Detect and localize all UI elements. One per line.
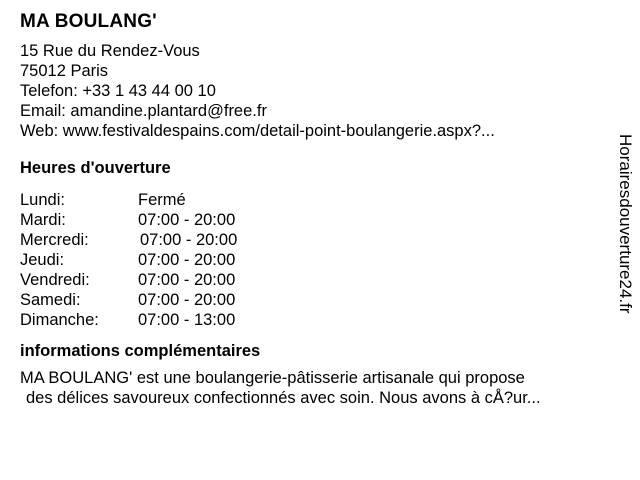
address-city: 75012 Paris bbox=[20, 62, 109, 80]
hours-day: Dimanche: bbox=[20, 311, 99, 329]
description-line: MA BOULANG' est une boulangerie-pâtisserie artisanale qui propose bbox=[20, 369, 525, 387]
web-line[interactable]: Web: www.festivaldespains.com/detail-point-boulangerie.aspx?... bbox=[20, 122, 495, 140]
hours-row-thursday bbox=[20, 250, 610, 270]
hours-time: 07:00 - 13:00 bbox=[138, 311, 236, 329]
hours-table bbox=[20, 190, 610, 330]
business-name: MA BOULANG' bbox=[20, 11, 157, 32]
email-line[interactable]: Email: amandine.plantard@free.fr bbox=[20, 102, 267, 120]
phone-line[interactable]: Telefon: +33 1 43 44 00 10 bbox=[20, 82, 216, 100]
contact-block bbox=[20, 41, 610, 141]
hours-day: Samedi: bbox=[20, 291, 81, 309]
hours-day: Mercredi: bbox=[20, 231, 89, 249]
site-watermark: Horairesdouverture24.fr bbox=[616, 134, 635, 314]
hours-time: 07:00 - 20:00 bbox=[138, 251, 236, 269]
hours-day: Lundi: bbox=[20, 191, 65, 209]
hours-time: 07:00 - 20:00 bbox=[138, 271, 236, 289]
hours-row-saturday bbox=[20, 290, 610, 310]
business-card bbox=[20, 10, 610, 408]
hours-row-tuesday bbox=[20, 210, 610, 230]
hours-row-monday bbox=[20, 190, 610, 210]
hours-heading: Heures d'ouverture bbox=[20, 159, 171, 177]
hours-time: 07:00 - 20:00 bbox=[138, 211, 236, 229]
hours-day: Vendredi: bbox=[20, 271, 90, 289]
hours-row-sunday bbox=[20, 310, 610, 330]
hours-day: Jeudi: bbox=[20, 251, 65, 269]
description-line: des délices savoureux confectionnés avec soin. Nous avons à cÅ?ur... bbox=[26, 389, 541, 407]
hours-row-friday bbox=[20, 270, 610, 290]
address-street: 15 Rue du Rendez-Vous bbox=[20, 42, 200, 60]
hours-day: Mardi: bbox=[20, 211, 66, 229]
info-heading: informations complémentaires bbox=[20, 342, 261, 360]
hours-time: Fermé bbox=[138, 191, 186, 209]
description-block bbox=[20, 368, 610, 408]
hours-row-wednesday bbox=[20, 230, 610, 250]
hours-time: 07:00 - 20:00 bbox=[140, 231, 238, 249]
hours-time: 07:00 - 20:00 bbox=[138, 291, 236, 309]
